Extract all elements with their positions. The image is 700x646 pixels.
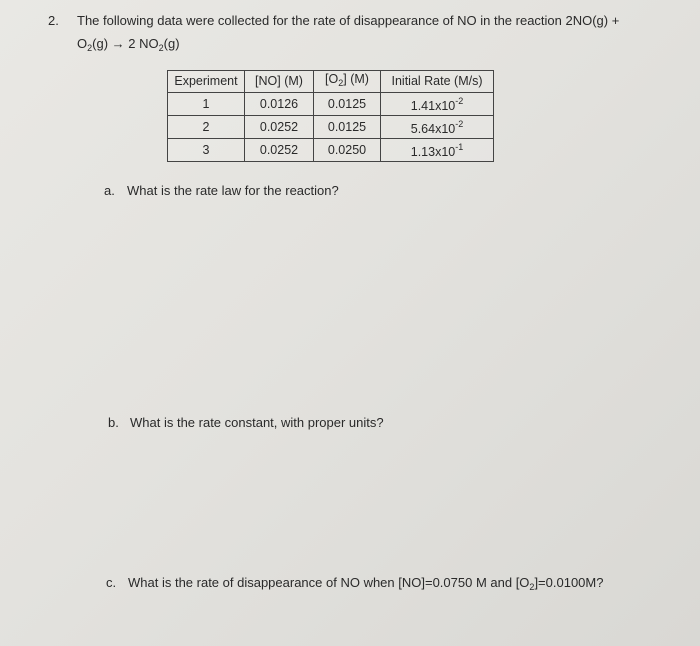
header-no-concentration: [NO] (M) (245, 71, 314, 93)
cell-rate (381, 93, 494, 116)
table-row (168, 93, 494, 116)
table-row (168, 139, 494, 162)
question-text-line1: The following data were collected for the rate of disappearance of NO in the reaction 2NO(g) + (77, 13, 620, 28)
table-row (168, 116, 494, 139)
table-header-row (168, 71, 494, 93)
question-text-line2 (77, 36, 180, 53)
rate-exponent: -2 (455, 96, 464, 106)
o2-label: O (77, 36, 88, 51)
part-b-question: What is the rate constant, with proper units? (130, 415, 384, 430)
header-o2-pre: [O (325, 72, 339, 86)
rate-base: 1.41x10 (410, 99, 456, 113)
question-number: 2. (48, 13, 59, 28)
cell-o2: 0.0125 (314, 116, 381, 139)
part-c-question (128, 575, 603, 592)
part-a-question: What is the rate law for the reaction? (127, 183, 339, 198)
header-o2-concentration (314, 71, 381, 93)
rate-exponent: -1 (455, 142, 464, 152)
part-b-letter: b. (108, 415, 119, 430)
part-c-text-pre: What is the rate of disappearance of NO when [NO]=0.0750 M and [O (128, 575, 530, 590)
cell-o2: 0.0125 (314, 93, 381, 116)
cell-no: 0.0252 (245, 139, 314, 162)
part-c-letter: c. (106, 575, 117, 590)
cell-rate (381, 139, 494, 162)
part-c-subscript: 2 (529, 582, 535, 592)
rate-base: 1.13x10 (410, 145, 456, 159)
header-experiment: Experiment (168, 71, 245, 93)
cell-experiment: 3 (168, 139, 245, 162)
header-initial-rate: Initial Rate (M/s) (381, 71, 494, 93)
reaction-arrow: → (111, 36, 125, 51)
cell-no: 0.0252 (245, 116, 314, 139)
cell-o2: 0.0250 (314, 139, 381, 162)
o2-subscript: 2 (87, 43, 93, 53)
cell-experiment: 1 (168, 93, 245, 116)
cell-experiment: 2 (168, 116, 245, 139)
product-label: 2 NO (128, 36, 159, 51)
header-o2-post: ] (M) (343, 72, 369, 86)
product-state: (g) (163, 36, 180, 51)
part-c-text-post: ]=0.0100M? (534, 575, 604, 590)
rate-data-table (167, 70, 494, 162)
rate-exponent: -2 (455, 119, 464, 129)
header-o2-sub: 2 (338, 78, 344, 88)
product-subscript: 2 (158, 43, 164, 53)
cell-rate (381, 116, 494, 139)
o2-state: (g) (92, 36, 109, 51)
part-a-letter: a. (104, 183, 115, 198)
rate-base: 5.64x10 (410, 122, 456, 136)
cell-no: 0.0126 (245, 93, 314, 116)
